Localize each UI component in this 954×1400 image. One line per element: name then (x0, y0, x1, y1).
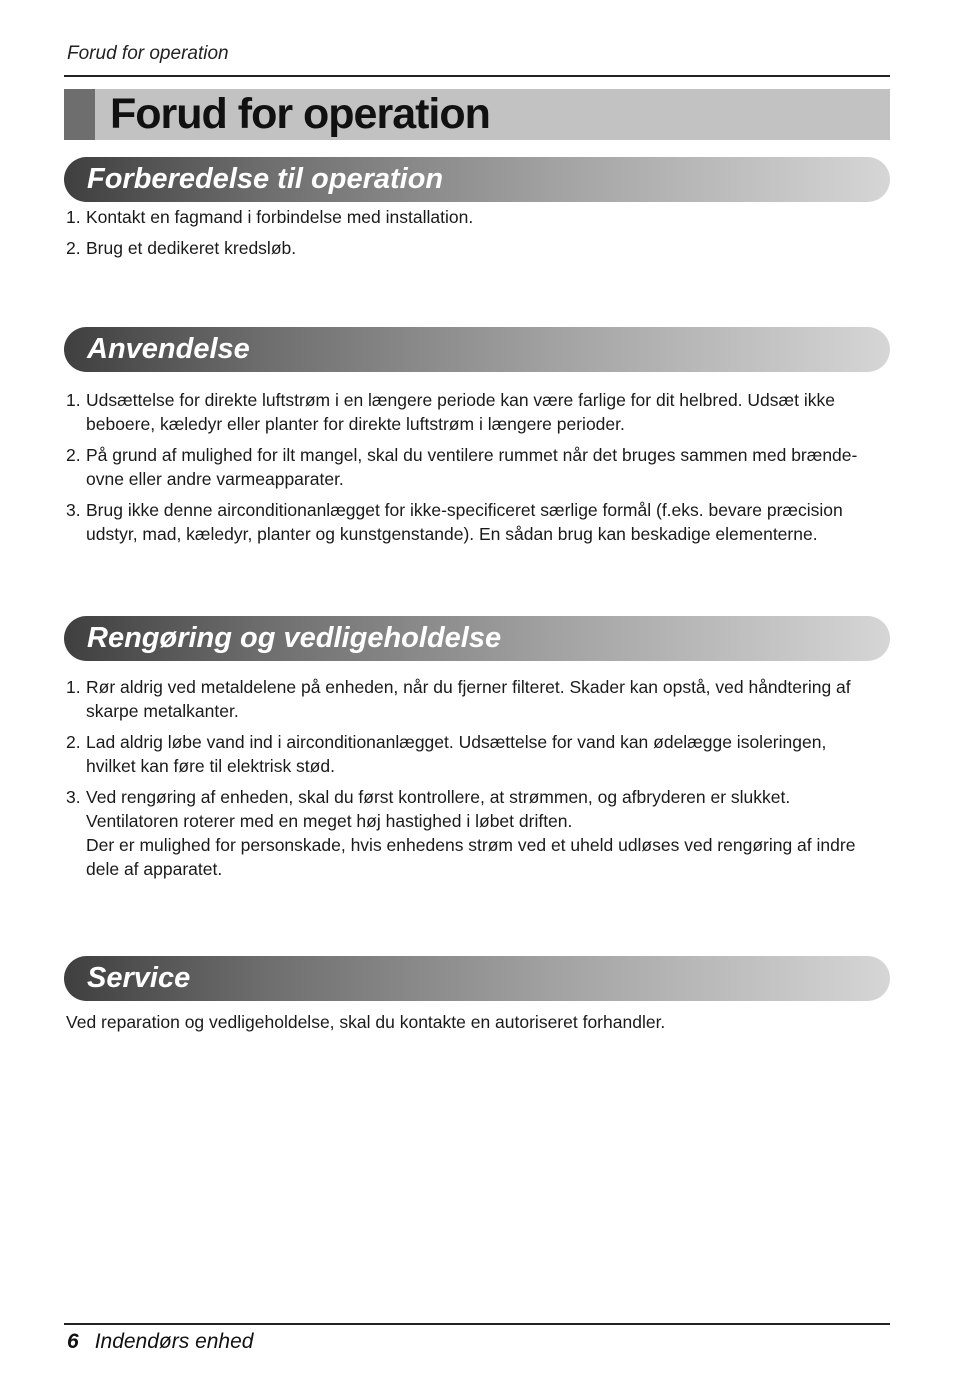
list-item-text: Kontakt en fagmand i forbindelse med installation. (86, 207, 474, 227)
section-heading-cleaning (64, 616, 890, 661)
list-item-text: dele af apparatet. (86, 859, 223, 879)
section-heading-label: Service (87, 962, 191, 994)
list-item-text: beboere, kæledyr eller planter for direkte luftstrøm i længere perioder. (86, 414, 625, 434)
list-item (64, 675, 894, 723)
title-accent-block (64, 89, 95, 140)
list-item-number: 3. (66, 500, 81, 520)
page-footer (67, 1330, 253, 1354)
list-item (64, 443, 894, 491)
list-item-text: Udsættelse for direkte luftstrøm i en længere periode kan være farlige for dit helbred. Udsæt ikke (86, 390, 835, 410)
cleaning-list (64, 675, 894, 888)
footer-text: Indendørs enhed (94, 1330, 254, 1353)
list-item (64, 785, 894, 881)
footer-rule (64, 1323, 890, 1325)
running-head: Forud for operation (67, 43, 229, 64)
list-item-number: 3. (66, 787, 81, 807)
section-heading-service (64, 956, 890, 1001)
list-item (64, 236, 894, 260)
list-item-text: Brug et dedikeret kredsløb. (86, 238, 297, 258)
section-heading-preparation (64, 157, 890, 202)
list-item-text: Lad aldrig løbe vand ind i airconditionanlægget. Udsættelse for vand kan ødelægge isoleringen, (86, 732, 827, 752)
section-heading-label: Forberedelse til operation (87, 163, 444, 195)
list-item (64, 388, 894, 436)
list-item-text: Der er mulighed for personskade, hvis enhedens strøm ved et uheld udløses ved rengøring af indre (86, 835, 856, 855)
list-item-text: udstyr, mad, kæledyr, planter og kunstgenstande). En sådan brug kan beskadige elementerne. (86, 524, 818, 544)
preparation-list (64, 205, 894, 267)
list-item-number: 2. (66, 238, 81, 258)
page-number: 6 (67, 1330, 79, 1353)
list-item-number: 1. (66, 207, 81, 227)
page-title: Forud for operation (110, 90, 490, 138)
list-item-number: 1. (66, 677, 81, 697)
title-bar (64, 89, 890, 140)
list-item-text: Brug ikke denne airconditionanlægget for ikke-specificeret særlige formål (f.eks. bevare præcision (86, 500, 843, 520)
list-item-number: 2. (66, 445, 81, 465)
list-item-text: På grund af mulighed for ilt mangel, skal du ventilere rummet når det bruges sammen med brænde- (86, 445, 858, 465)
list-item (64, 498, 894, 546)
header-rule (64, 75, 890, 77)
list-item-text: Ved rengøring af enheden, skal du først kontrollere, at strømmen, og afbryderen er slukket. (86, 787, 791, 807)
section-heading-label: Anvendelse (87, 333, 250, 365)
list-item-text: Ventilatoren roterer med en meget høj hastighed i løbet driften. (86, 811, 573, 831)
section-heading-label: Rengøring og vedligeholdelse (87, 622, 502, 654)
list-item-number: 1. (66, 390, 81, 410)
list-item (64, 730, 894, 778)
list-item-number: 2. (66, 732, 81, 752)
list-item (64, 205, 894, 229)
list-item-text: skarpe metalkanter. (86, 701, 239, 721)
list-item-text: hvilket kan føre til elektrisk stød. (86, 756, 335, 776)
service-text: Ved reparation og vedligeholdelse, skal du kontakte en autoriseret forhandler. (66, 1012, 666, 1032)
list-item-text: ovne eller andre varmeapparater. (86, 469, 344, 489)
section-heading-usage (64, 327, 890, 372)
list-item-text: Rør aldrig ved metaldelene på enheden, når du fjerner filteret. Skader kan opstå, ved håndtering af (86, 677, 851, 697)
usage-list (64, 388, 894, 553)
